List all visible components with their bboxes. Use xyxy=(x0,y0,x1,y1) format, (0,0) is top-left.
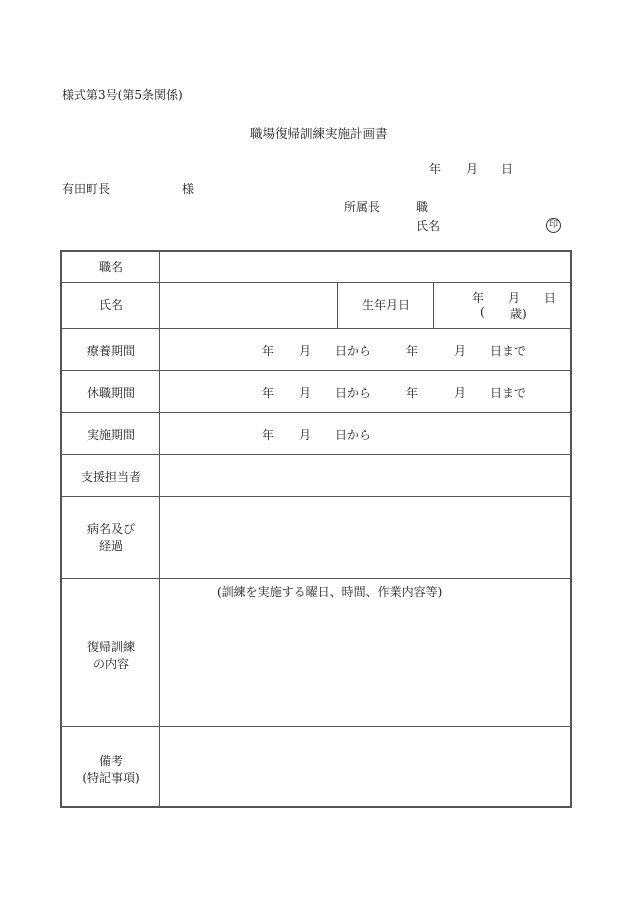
date-month-label: 月 xyxy=(466,162,479,176)
treatment-to-month: 月 xyxy=(454,344,467,358)
remarks-label-line2: (特記事項) xyxy=(82,771,140,785)
illness-label-line2: 経過 xyxy=(98,539,123,553)
page-title: 職場復帰訓練実施計画書 xyxy=(250,126,388,141)
remarks-label-line1: 備考 xyxy=(98,754,123,768)
implementation-from-year: 年 xyxy=(262,428,275,442)
illness-field[interactable] xyxy=(161,498,568,576)
leave-from-day: 日から xyxy=(335,386,372,400)
row-divider xyxy=(62,412,570,413)
position-row-label: 職名 xyxy=(98,260,123,274)
age-label: 歳) xyxy=(510,307,527,321)
form-number: 様式第3号(第5条関係) xyxy=(62,88,183,102)
name-row-label: 氏名 xyxy=(98,298,123,312)
row-divider xyxy=(62,726,570,727)
date-year-label: 年 xyxy=(429,162,442,176)
row-divider xyxy=(62,496,570,497)
treatment-period-label: 療養期間 xyxy=(86,344,135,358)
date-day-label: 日 xyxy=(501,162,514,176)
supporter-field[interactable] xyxy=(161,456,568,494)
treatment-to-day: 日まで xyxy=(490,344,527,358)
honorific: 様 xyxy=(182,182,195,196)
training-label-line1: 復帰訓練 xyxy=(86,640,135,654)
treatment-from-month: 月 xyxy=(299,344,312,358)
age-open-paren: ( xyxy=(480,305,485,319)
training-hint: (訓練を実施する曜日、時間、作業内容等) xyxy=(217,585,443,599)
implementation-from-month: 月 xyxy=(299,428,312,442)
row-divider xyxy=(62,282,570,283)
dept-head-label: 所属長 xyxy=(344,200,381,214)
leave-to-year: 年 xyxy=(406,386,419,400)
seal-icon xyxy=(546,216,561,233)
position-label: 職 xyxy=(416,200,429,214)
illness-label-line1: 病名及び xyxy=(86,522,135,536)
seal-mark: 印 xyxy=(546,218,561,233)
supporter-label: 支援担当者 xyxy=(80,470,141,484)
row-divider xyxy=(62,370,570,371)
birth-month-label: 月 xyxy=(508,291,521,305)
birthdate-label: 生年月日 xyxy=(362,298,411,312)
training-label-line2: の内容 xyxy=(92,657,129,671)
position-field[interactable] xyxy=(161,254,568,280)
plan-form-table xyxy=(60,250,572,808)
training-content-field[interactable] xyxy=(161,602,568,724)
treatment-to-year: 年 xyxy=(406,344,419,358)
implementation-period-label: 実施期間 xyxy=(86,428,135,442)
treatment-from-year: 年 xyxy=(262,344,275,358)
name-label: 氏名 xyxy=(416,219,441,233)
implementation-from-day: 日から xyxy=(335,428,372,442)
name-row-divider xyxy=(337,282,338,328)
addressee: 有田町長 xyxy=(62,182,111,196)
row-divider xyxy=(62,328,570,329)
name-field[interactable] xyxy=(161,284,335,326)
birth-year-label: 年 xyxy=(472,291,485,305)
name-row-divider xyxy=(433,282,434,328)
leave-to-month: 月 xyxy=(454,386,467,400)
birth-day-label: 日 xyxy=(544,291,557,305)
leave-from-month: 月 xyxy=(299,386,312,400)
leave-from-year: 年 xyxy=(262,386,275,400)
treatment-from-day: 日から xyxy=(335,344,372,358)
row-divider xyxy=(62,454,570,455)
row-divider xyxy=(62,578,570,579)
leave-period-label: 休職期間 xyxy=(86,386,135,400)
remarks-field[interactable] xyxy=(161,728,568,804)
leave-to-day: 日まで xyxy=(490,386,527,400)
